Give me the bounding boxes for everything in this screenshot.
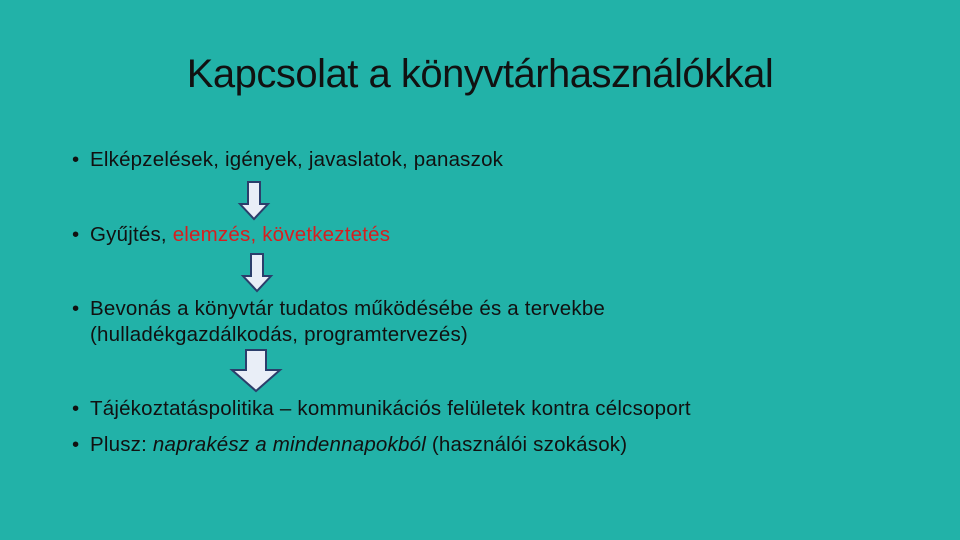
bullet-4 [72,396,691,422]
bullet-2-highlight: elemzés, következtetés [172,223,391,246]
bullet-dot: • [72,223,80,246]
bullet-5-prefix: Plusz: [90,433,153,456]
bullet-3-line-1: Bevonás a könyvtár tudatos működésébe és a tervekbe [90,297,606,320]
down-arrow-icon [229,348,283,394]
bullet-1-text: Elképzelések, igények, javaslatok, panaszok [90,148,504,171]
bullet-4-text: Tájékoztatáspolitika – kommunikációs felületek kontra célcsoport [90,397,691,420]
bullet-1 [72,147,503,173]
bullet-2-text: Gyűjtés, [90,223,173,246]
bullet-dot: • [72,297,80,320]
down-arrow-icon [237,180,271,222]
bullet-5 [72,432,627,458]
bullet-3-line-2: (hulladékgazdálkodás, programtervezés) [90,323,468,346]
bullet-dot: • [72,148,80,171]
bullet-5-suffix: (használói szokások) [425,433,628,456]
down-arrow-icon [240,252,274,294]
bullet-dot: • [72,397,80,420]
slide-title: Kapcsolat a könyvtárhasználókkal [186,52,774,96]
bullet-2 [72,222,390,248]
bullet-5-italic: naprakész a mindennapokból [152,433,426,456]
bullet-dot: • [72,433,80,456]
bullet-3 [72,296,605,348]
